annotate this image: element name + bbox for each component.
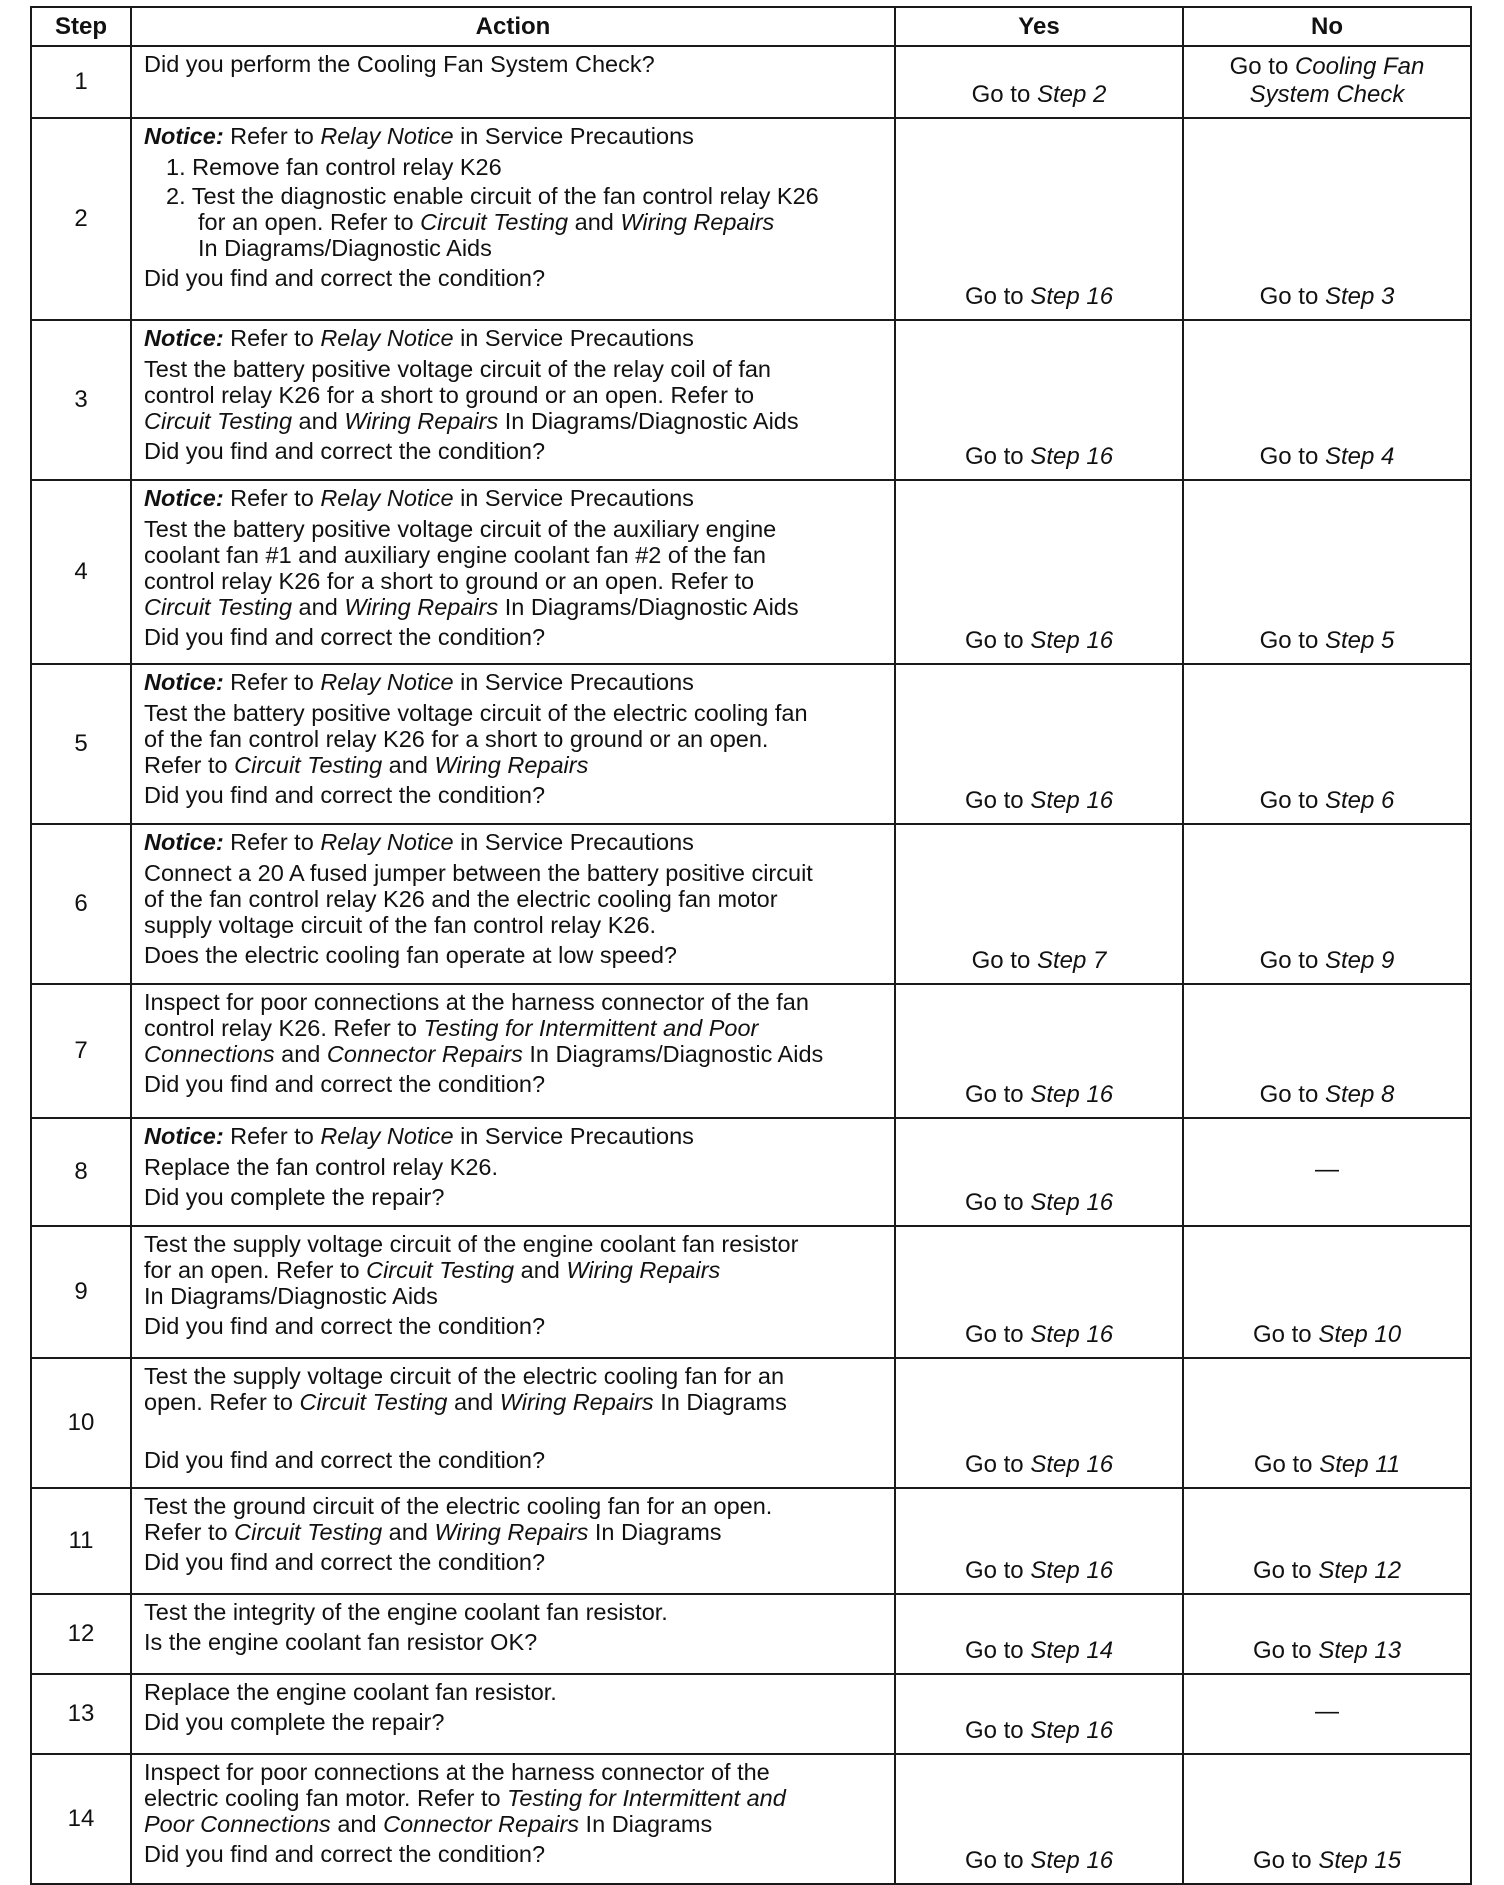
action-refs: Connections and Connector Repairs In Diagrams/Diagnostic Aids	[144, 1041, 824, 1067]
action-body: Connect a 20 A fused jumper between the battery positive circuit	[144, 860, 813, 886]
step-number: 4	[31, 480, 131, 664]
action-cell	[131, 664, 895, 824]
action-body: Test the supply voltage circuit of the engine coolant fan resistor	[144, 1231, 799, 1257]
yes-target: Step 16	[1030, 283, 1114, 310]
no-target: Cooling Fan	[1294, 53, 1425, 80]
table-row	[31, 480, 1471, 664]
no-cell: Go to Step 4	[1183, 320, 1471, 480]
table-row	[31, 46, 1471, 118]
action-cell	[131, 118, 895, 320]
action-cell	[131, 1226, 895, 1358]
yes-target: Step 2	[1036, 81, 1107, 108]
action-refs: open. Refer to Circuit Testing and Wiring Repairs In Diagrams	[144, 1389, 787, 1415]
action-body: Test the supply voltage circuit of the electric cooling fan for an	[144, 1363, 785, 1389]
action-question: Does the electric cooling fan operate at low speed?	[144, 942, 677, 968]
table-row	[31, 320, 1471, 480]
no-cell: Go to Step 9	[1183, 824, 1471, 984]
notice-line: Notice: Refer to Relay Notice in Service Precautions	[144, 669, 694, 695]
action-item-cont: for an open. Refer to Circuit Testing and Wiring Repairs	[198, 209, 775, 235]
action-cell	[131, 480, 895, 664]
action-question: Did you find and correct the condition?	[144, 1549, 546, 1575]
yes-cell: Go to Step 16	[895, 480, 1183, 664]
no-target: Step 15	[1318, 1847, 1402, 1874]
step-number: 12	[31, 1594, 131, 1674]
yes-cell: Go to Step 14	[895, 1594, 1183, 1674]
action-refs: for an open. Refer to Circuit Testing and Wiring Repairs	[144, 1257, 721, 1283]
yes-target: Step 16	[1030, 787, 1114, 814]
yes-cell: Go to Step 16	[895, 1674, 1183, 1754]
action-cell	[131, 1118, 895, 1226]
no-cell: Go to Step 5	[1183, 480, 1471, 664]
no-target: Step 6	[1324, 787, 1395, 814]
header-step: Step	[31, 7, 131, 46]
action-cell	[131, 984, 895, 1118]
action-question: Did you find and correct the condition?	[144, 624, 546, 650]
action-refs: Poor Connections and Connector Repairs In Diagrams	[144, 1811, 713, 1837]
yes-target: Step 16	[1030, 1847, 1114, 1874]
table-row	[31, 1488, 1471, 1594]
action-question: Did you perform the Cooling Fan System Check?	[144, 51, 655, 77]
action-body: electric cooling fan motor. Refer to Testing for Intermittent and	[144, 1785, 786, 1811]
notice-label: Notice:	[144, 123, 224, 149]
action-body: Replace the fan control relay K26.	[144, 1154, 499, 1180]
step-number: 3	[31, 320, 131, 480]
yes-target: Step 16	[1030, 1717, 1114, 1744]
yes-cell: Go to Step 16	[895, 320, 1183, 480]
step-number: 5	[31, 664, 131, 824]
no-target: Step 12	[1318, 1557, 1402, 1584]
table-row	[31, 1594, 1471, 1674]
action-question: Did you find and correct the condition?	[144, 1447, 546, 1473]
action-refs: Circuit Testing and Wiring Repairs In Diagrams/Diagnostic Aids	[144, 594, 799, 620]
table-row	[31, 1674, 1471, 1754]
action-cell	[131, 1674, 895, 1754]
yes-target: Step 7	[1036, 947, 1107, 974]
no-cell: Go to Step 10	[1183, 1226, 1471, 1358]
no-target: Step 5	[1324, 627, 1395, 654]
no-cell: Go to Step 8	[1183, 984, 1471, 1118]
header-row	[31, 7, 1471, 46]
yes-target: Step 16	[1030, 1081, 1114, 1108]
action-question: Did you find and correct the condition?	[144, 1313, 546, 1339]
table-row	[31, 984, 1471, 1118]
no-cell: Go to Step 11	[1183, 1358, 1471, 1488]
action-body: of the fan control relay K26 for a short to ground or an open.	[144, 726, 769, 752]
yes-target: Step 16	[1030, 1189, 1114, 1216]
notice-line: Notice: Refer to Relay Notice in Service Precautions	[144, 123, 694, 149]
action-item-cont: In Diagrams/Diagnostic Aids	[198, 235, 492, 261]
step-number: 6	[31, 824, 131, 984]
yes-target: Step 16	[1030, 443, 1114, 470]
diagnostic-table-sheet	[30, 6, 1470, 1885]
yes-target: Step 16	[1030, 1321, 1114, 1348]
goto-text: Go to	[971, 81, 1037, 108]
yes-target: Step 16	[1030, 1451, 1114, 1478]
step-number: 7	[31, 984, 131, 1118]
action-cell	[131, 320, 895, 480]
action-body: supply voltage circuit of the fan control relay K26.	[144, 912, 657, 938]
table-row	[31, 1118, 1471, 1226]
no-cell	[1183, 46, 1471, 118]
action-cell	[131, 46, 895, 118]
action-body: Test the battery positive voltage circuit of the relay coil of fan	[144, 356, 771, 382]
no-cell: Go to Step 6	[1183, 664, 1471, 824]
action-cell	[131, 1358, 895, 1488]
goto-text: Go to	[1229, 53, 1295, 80]
action-question: Did you find and correct the condition?	[144, 1841, 546, 1867]
notice-line: Notice: Refer to Relay Notice in Service Precautions	[144, 829, 694, 855]
no-cell: Go to Step 12	[1183, 1488, 1471, 1594]
empty-dash: —	[1315, 1156, 1339, 1183]
action-body: Test the battery positive voltage circuit of the electric cooling fan	[144, 700, 808, 726]
action-body: Test the ground circuit of the electric cooling fan for an open.	[144, 1493, 773, 1519]
action-body: Test the integrity of the engine coolant fan resistor.	[144, 1599, 668, 1625]
empty-dash: —	[1315, 1698, 1339, 1725]
no-target: Step 10	[1318, 1321, 1402, 1348]
table-row	[31, 1358, 1471, 1488]
yes-cell: Go to Step 16	[895, 984, 1183, 1118]
action-body: Inspect for poor connections at the harness connector of the	[144, 1759, 770, 1785]
action-item: 1. Remove fan control relay K26	[166, 154, 502, 180]
no-target-line2: System Check	[1249, 81, 1405, 108]
yes-cell: Go to Step 16	[895, 118, 1183, 320]
header-action: Action	[131, 7, 895, 46]
yes-cell: Go to Step 16	[895, 1488, 1183, 1594]
step-number: 8	[31, 1118, 131, 1226]
header-yes: Yes	[895, 7, 1183, 46]
no-cell	[1183, 1674, 1471, 1754]
action-body: In Diagrams/Diagnostic Aids	[144, 1283, 438, 1309]
notice-line: Notice: Refer to Relay Notice in Service Precautions	[144, 485, 694, 511]
action-body: control relay K26 for a short to ground or an open. Refer to	[144, 382, 755, 408]
action-cell	[131, 1754, 895, 1884]
step-number: 9	[31, 1226, 131, 1358]
action-body: coolant fan #1 and auxiliary engine coolant fan #2 of the fan	[144, 542, 766, 568]
step-number: 10	[31, 1358, 131, 1488]
yes-target: Step 16	[1030, 1557, 1114, 1584]
yes-cell: Go to Step 16	[895, 1754, 1183, 1884]
no-target: Step 9	[1324, 947, 1395, 974]
no-target: Step 4	[1324, 443, 1395, 470]
action-question: Did you complete the repair?	[144, 1184, 445, 1210]
no-target: Step 8	[1324, 1081, 1395, 1108]
no-cell: Go to Step 15	[1183, 1754, 1471, 1884]
action-cell	[131, 824, 895, 984]
yes-cell: Go to Step 16	[895, 1358, 1183, 1488]
action-refs: Refer to Circuit Testing and Wiring Repairs	[144, 752, 589, 778]
action-cell	[131, 1488, 895, 1594]
step-number: 13	[31, 1674, 131, 1754]
step-number: 1	[31, 46, 131, 118]
action-question: Did you find and correct the condition?	[144, 782, 546, 808]
yes-cell: Go to Step 16	[895, 664, 1183, 824]
notice-line: Notice: Refer to Relay Notice in Service Precautions	[144, 1123, 694, 1149]
no-cell: Go to Step 3	[1183, 118, 1471, 320]
action-body: Replace the engine coolant fan resistor.	[144, 1679, 557, 1705]
no-cell: Go to Step 13	[1183, 1594, 1471, 1674]
table-row	[31, 1754, 1471, 1884]
action-body: Inspect for poor connections at the harness connector of the fan	[144, 989, 809, 1015]
no-cell	[1183, 1118, 1471, 1226]
action-question: Did you find and correct the condition?	[144, 1071, 546, 1097]
table-row	[31, 118, 1471, 320]
action-refs: Circuit Testing and Wiring Repairs In Diagrams/Diagnostic Aids	[144, 408, 799, 434]
yes-cell	[895, 46, 1183, 118]
action-body: control relay K26. Refer to Testing for Intermittent and Poor	[144, 1015, 759, 1041]
no-target: Step 3	[1324, 283, 1395, 310]
diagnostic-table	[30, 6, 1472, 1885]
yes-target: Step 14	[1030, 1637, 1114, 1664]
yes-cell: Go to Step 16	[895, 1226, 1183, 1358]
no-target: Step 13	[1318, 1637, 1402, 1664]
step-number: 14	[31, 1754, 131, 1884]
table-row	[31, 1226, 1471, 1358]
yes-target: Step 16	[1030, 627, 1114, 654]
action-question: Did you find and correct the condition?	[144, 438, 546, 464]
action-body: control relay K26 for a short to ground or an open. Refer to	[144, 568, 755, 594]
no-target: Step 11	[1319, 1451, 1401, 1478]
header-no: No	[1183, 7, 1471, 46]
step-number: 11	[31, 1488, 131, 1594]
step-number: 2	[31, 118, 131, 320]
action-question: Did you complete the repair?	[144, 1709, 445, 1735]
action-question: Did you find and correct the condition?	[144, 265, 546, 291]
action-body: Test the battery positive voltage circuit of the auxiliary engine	[144, 516, 777, 542]
table-row	[31, 824, 1471, 984]
action-refs: Refer to Circuit Testing and Wiring Repairs In Diagrams	[144, 1519, 722, 1545]
action-question: Is the engine coolant fan resistor OK?	[144, 1629, 538, 1655]
table-row	[31, 664, 1471, 824]
notice-line: Notice: Refer to Relay Notice in Service Precautions	[144, 325, 694, 351]
yes-cell: Go to Step 16	[895, 1118, 1183, 1226]
action-body: of the fan control relay K26 and the electric cooling fan motor	[144, 886, 778, 912]
action-item: 2. Test the diagnostic enable circuit of the fan control relay K26	[166, 183, 819, 209]
action-cell	[131, 1594, 895, 1674]
yes-cell: Go to Step 7	[895, 824, 1183, 984]
